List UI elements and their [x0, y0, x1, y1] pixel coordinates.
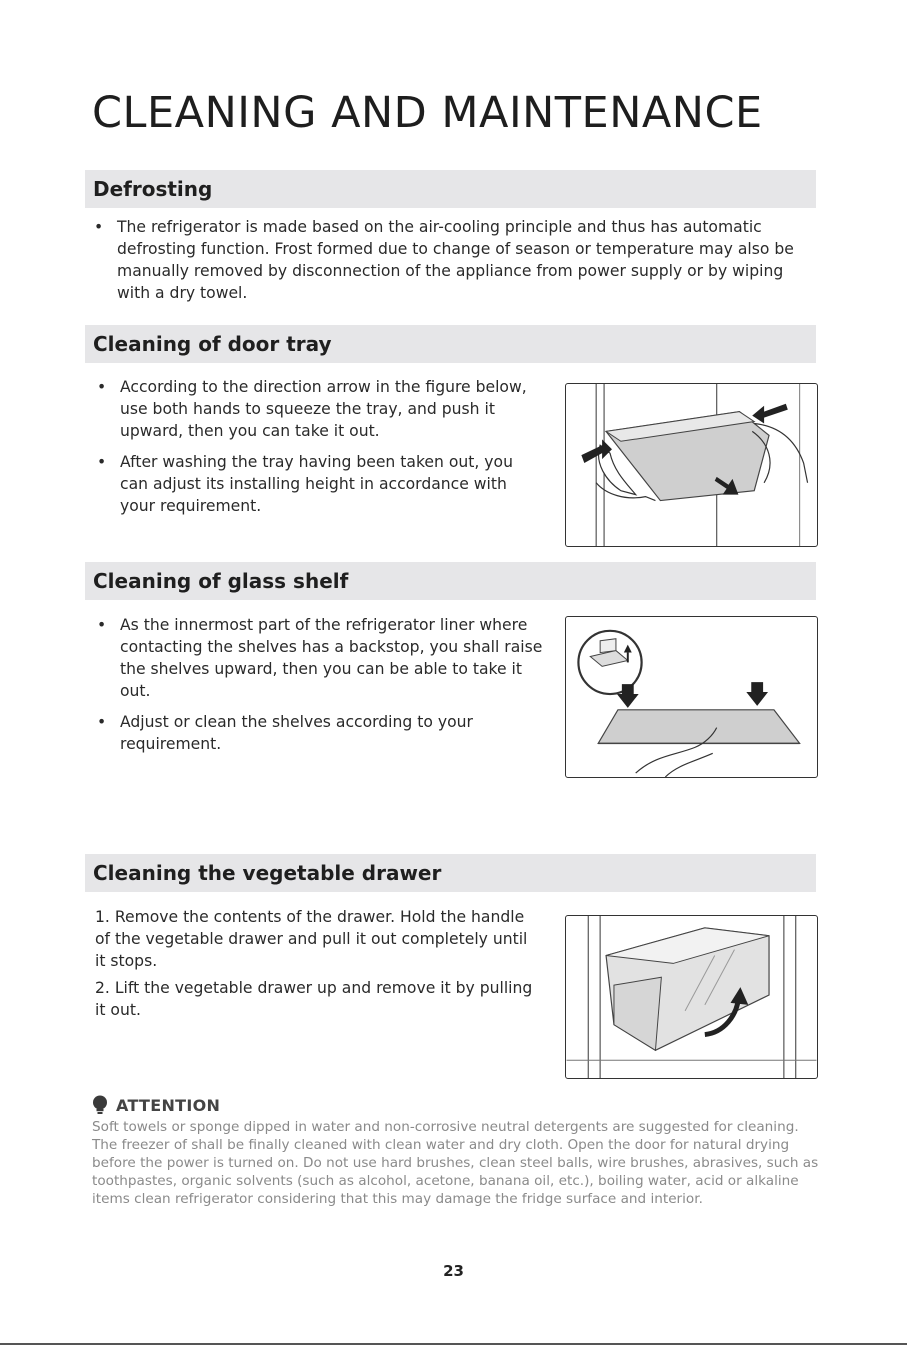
vegetable-drawer-figure: [565, 915, 818, 1079]
vegetable-drawer-illustration: [566, 916, 817, 1078]
attention-text: Soft towels or sponge dipped in water and non-corrosive neutral detergents are suggested for cleaning. The freezer of shall be finally cleaned with clean water and dry cloth. Open the door for natural drying before the power is turned on. Do not use hard brushes, clean steel balls, wire brushes, abrasives, such as toothpastes, organic solvents (such as alcohol, acetone, banana oil, etc.), boiling water, acid or alkaline items clean refrigerator considering that this may damage the fridge surface and interior.: [92, 1119, 819, 1207]
section-heading-defrosting: Defrosting: [85, 170, 816, 208]
vegetable-drawer-step-1: 1. Remove the contents of the drawer. Hold the handle of the vegetable drawer and pull it out completely until it stops.: [95, 908, 528, 970]
glass-shelf-bullet: • Adjust or clean the shelves according to your requirement.: [93, 711, 545, 755]
bulb-icon: [92, 1095, 108, 1115]
door-tray-illustration: [566, 384, 817, 546]
glass-shelf-figure: [565, 616, 818, 778]
section-heading-vegetable-drawer: Cleaning the vegetable drawer: [85, 854, 816, 892]
bottom-divider: [0, 1343, 907, 1345]
section-heading-door-tray: Cleaning of door tray: [85, 325, 816, 363]
attention-header: [92, 1095, 220, 1115]
door-tray-bullet: • According to the direction arrow in the figure below, use both hands to squeeze the tray, and push it upward, then you can take it out.: [93, 376, 545, 442]
attention-title: ATTENTION: [116, 1095, 221, 1115]
page-title: CLEANING AND MAINTENANCE: [92, 88, 763, 138]
section-heading-glass-shelf: Cleaning of glass shelf: [85, 562, 816, 600]
glass-shelf-illustration: [566, 617, 817, 777]
glass-shelf-bullet: • As the innermost part of the refrigerator liner where contacting the shelves has a backstop, you shall raise the shelves upward, then you can be able to take it out.: [93, 614, 545, 702]
door-tray-list: [93, 376, 545, 526]
page-number: 23: [443, 1262, 464, 1280]
defrosting-bullet: • The refrigerator is made based on the air-cooling principle and thus has automatic defrosting function. Frost formed due to change of season or temperature may also be manually removed by disconnection of the appliance from power supply or by wiping with a dry towel.: [90, 216, 818, 304]
door-tray-figure: [565, 383, 818, 547]
glass-shelf-list: [93, 614, 545, 764]
defrosting-list: [90, 216, 818, 313]
vegetable-drawer-step-2: 2. Lift the vegetable drawer up and remove it by pulling it out.: [95, 979, 533, 1019]
door-tray-bullet: • After washing the tray having been taken out, you can adjust its installing height in accordance with your requirement.: [93, 451, 545, 517]
